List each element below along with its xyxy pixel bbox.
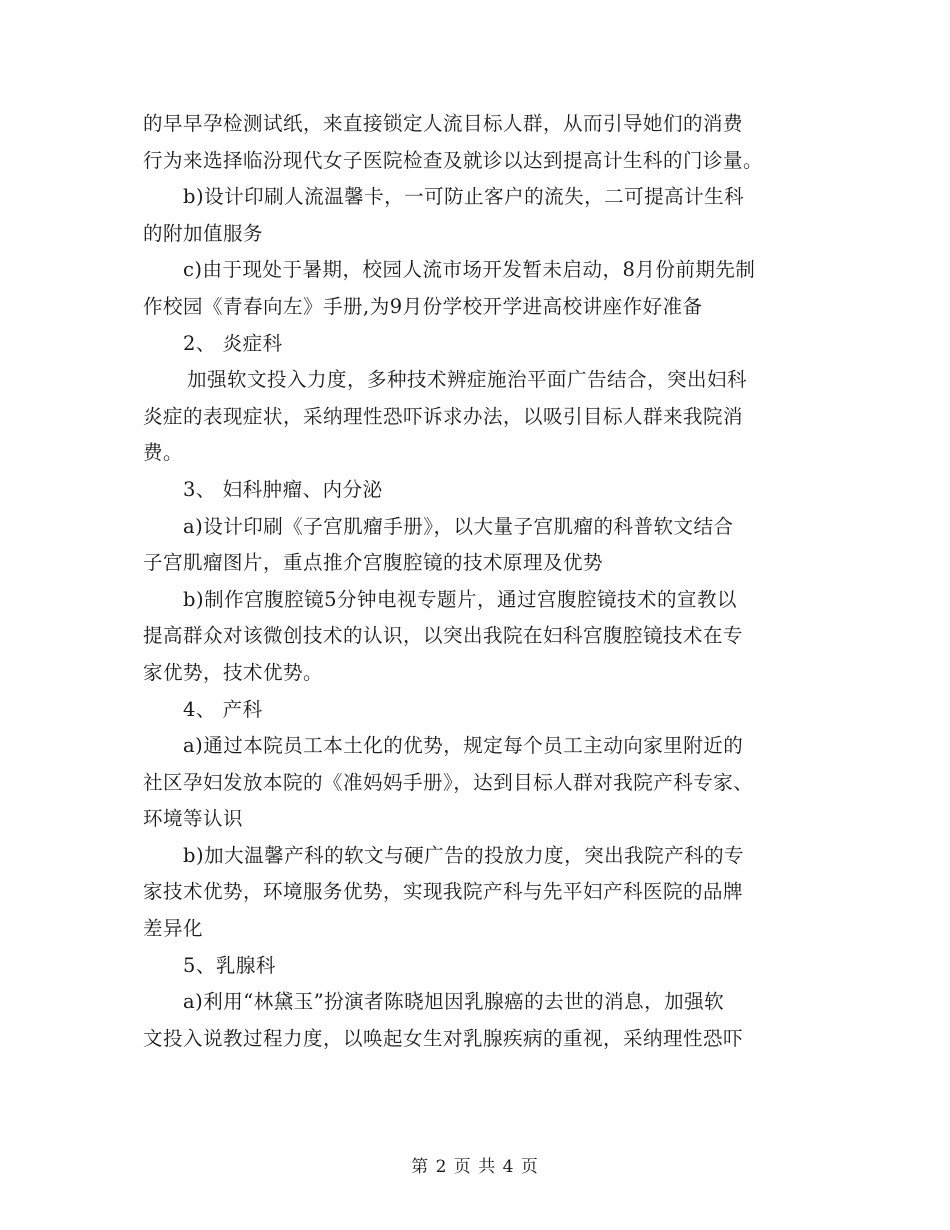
text-line: 家技术优势，环境服务优势，实现我院产科与先平妇产科医院的品牌 — [143, 880, 744, 904]
text-line: 子宫肌瘤图片，重点推介宫腹腔镜的技术原理及优势 — [143, 551, 604, 575]
page-number-footer: 第 2 页 共 4 页 — [411, 1157, 539, 1177]
section-heading: 3、 妇科肿瘤、内分泌 — [183, 477, 383, 501]
document-body — [143, 106, 813, 1057]
text-line: b)加大温馨产科的软文与硬广告的投放力度，突出我院产科的专 — [183, 843, 745, 867]
text-line: b)制作宫腹腔镜5分钟电视专题片，通过宫腹腔镜技术的宣教以 — [183, 587, 737, 611]
text-line: c)由于现处于暑期，校园人流市场开发暂未启动，8月份前期先制 — [183, 258, 756, 282]
text-line: b)设计印刷人流温馨卡，一可防止客户的流失，二可提高计生科 — [183, 185, 745, 209]
text-line: 家优势，技术优势。 — [143, 660, 324, 684]
text-line: 差异化 — [143, 917, 204, 941]
text-line: 行为来选择临汾现代女子医院检查及就诊以达到提高计生科的门诊量。 — [143, 148, 764, 172]
text-line: 社区孕妇发放本院的《准妈妈手册》，达到目标人群对我院产科专家、 — [143, 770, 754, 794]
text-line: 炎症的表现症状，采纳理性恐吓诉求办法，以吸引目标人群来我院消 — [143, 404, 744, 428]
text-line: 的附加值服务 — [143, 221, 264, 245]
text-line: 加强软文投入力度，多种技术辨症施治平面广告结合，突出妇科 — [187, 368, 748, 392]
text-line: a)通过本院员工本土化的优势，规定每个员工主动向家里附近的 — [183, 734, 744, 758]
text-line: 提高群众对该微创技术的认识，以突出我院在妇科宫腹腔镜技术在专 — [143, 624, 744, 648]
text-line: 文投入说教过程力度，以唤起女生对乳腺疾病的重视，采纳理性恐吓 — [143, 1026, 744, 1050]
section-heading: 4、 产科 — [183, 697, 263, 721]
section-heading: 5、乳腺科 — [183, 953, 276, 977]
text-line: 费。 — [143, 441, 184, 465]
text-line: a)利用“林黛玉”扮演者陈晓旭因乳腺癌的去世的消息，加强软 — [183, 990, 725, 1014]
text-line: 作校园《青春向左》手册,为9月份学校开学进高校讲座作好准备 — [143, 294, 703, 318]
text-line: 的早早孕检测试纸，来直接锁定人流目标人群，从而引导她们的消费 — [143, 112, 744, 135]
text-line: 环境等认识 — [143, 807, 244, 831]
section-heading: 2、 炎症科 — [183, 331, 283, 355]
text-line: a)设计印刷《子宫肌瘤手册》，以大量子宫肌瘤的科普软文结合 — [183, 514, 734, 538]
